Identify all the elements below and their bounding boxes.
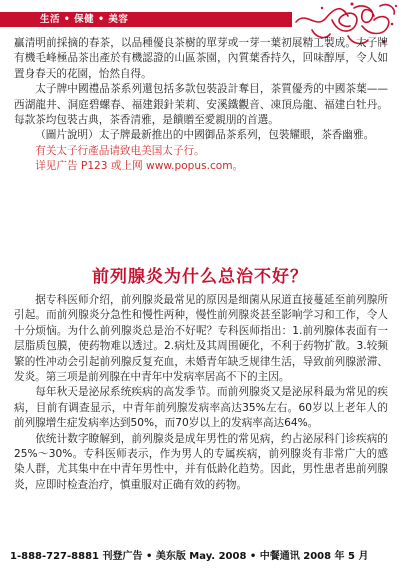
page-footer <box>10 547 390 561</box>
article-paragraph: 依统计数字瞭解到，前列腺炎是成年男性的常见病，约占泌尿科门诊疾病的25%～30%。专科医师表示，作为男人的专属疾病，前列腺炎有非常广大的感染人群，尤其集中在中青年男性中，并有低龄化趋势。因此，男性患者患前列腺炎，应即时检查治疗，慎重服对正确有效的药物。 <box>14 432 388 491</box>
ad-reference-link[interactable]: 详见广告 P123 或上网 www.popus.com。 <box>35 160 244 173</box>
article-title: 前列腺炎为什么总治不好？ <box>92 267 308 287</box>
section-header-tag: 生活 • 保健 • 美容 <box>40 14 129 25</box>
intro-section <box>14 36 388 175</box>
image-caption: （圖片說明）太子牌最新推出的中國御品茶系列，包裝耀眼，茶香幽雅。 <box>35 129 375 142</box>
intro-paragraph: 太子牌中國禮品茶系列還包括多款包裝設計奪目，茶質優秀的中國茶葉——西湖龍井、洞庭碧螺春、福建銀針茉莉、安溪鐵觀音、凍頂烏龍、福建白牡丹。每款茶均包裝古典，茶香清雅，是饋贈至愛親朋的首選。 <box>14 83 388 127</box>
article-body <box>14 293 388 493</box>
intro-paragraph: 贏清明前採摘的春茶，以品種優良茶樹的單芽或一芽一葉初展精工製成。太子牌有機毛峰極品茶出產於有機認證的山區茶園，內質葉香持久，回味醇厚，令人如置身春天的花園，怡然自得。 <box>14 37 388 80</box>
footer-text: 1-888-727-8881 刊登广告 • 美东版 May. 2008 • 中餐通讯 2008 年 5 月 <box>10 550 369 562</box>
article-paragraph: 每年秋天是泌尿系统疾病的高发季节。而前列腺炎又是泌尿科最为常见的疾病，目前有调查显示，中青年前列腺发病率高达35%左右。60岁以上老年人的前列腺增生症发病率达到50%，而70岁以上的发病率高达64%。 <box>14 386 388 430</box>
contact-line: 有关太子行產品请致电美国太子行。 <box>35 144 205 157</box>
article-paragraph: 据专科医师介绍，前列腺炎最常见的原因是细菌从尿道直接蔓延至前列腺所引起。而前列腺炎分急性和慢性两种，慢性前列腺炎甚至影响学习和工作，令人十分烦恼。为什么前列腺炎总是治不好呢？专科医师指出：1.前列腺体表面有一层脂质包膜，使药物难以透过。2.病灶及其周围硬化，不利于药物扩散。3.较频繁的性冲动会引起前列腺反复充血，未婚青年缺乏规律生活，导致前列腺淤滞、发炎。第三项是前列腺在中青年中发病率居高不下的主因。 <box>14 294 388 384</box>
